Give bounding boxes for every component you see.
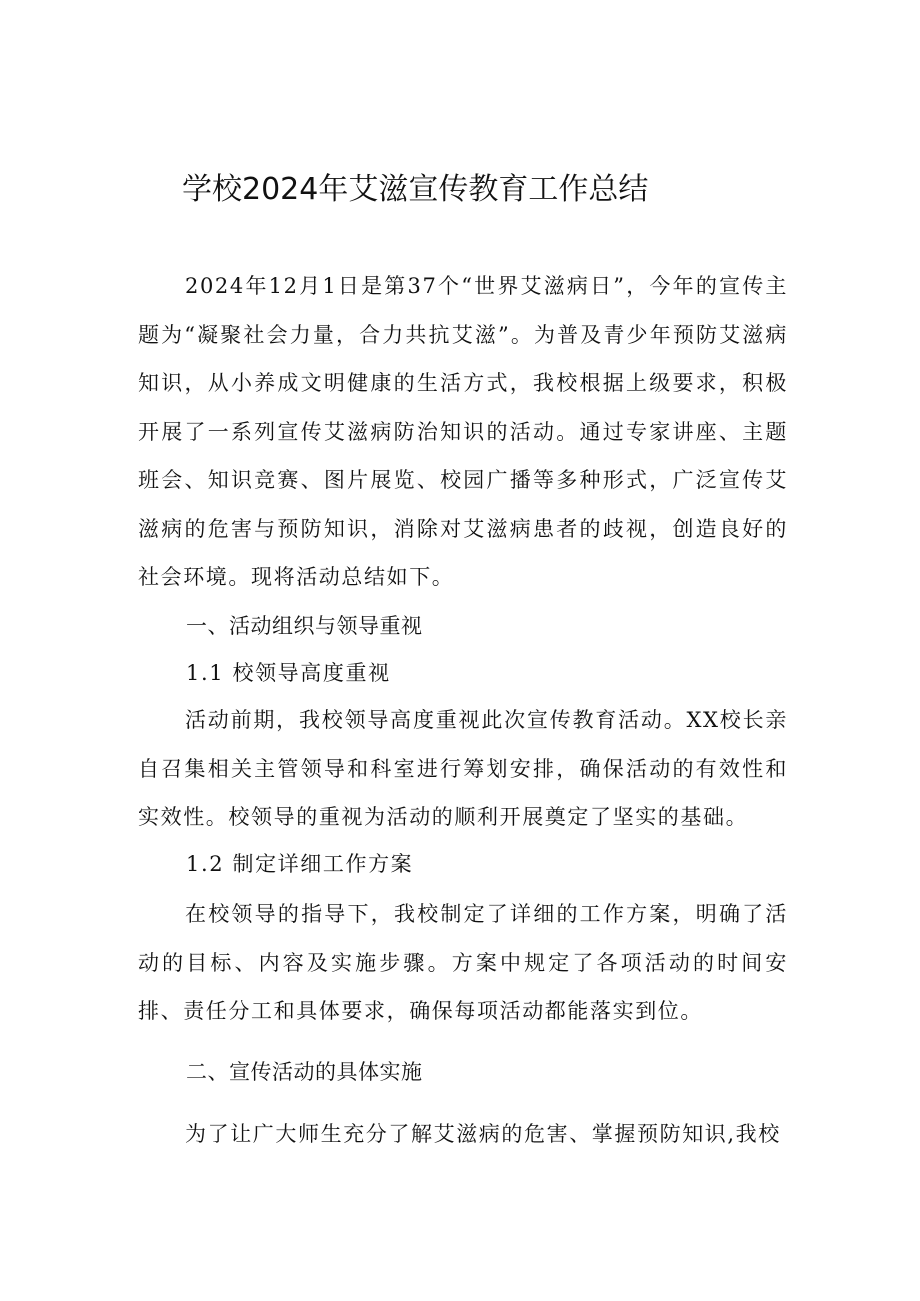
section-2-body: 为了让广大师生充分了解艾滋病的危害、掌握预防知识,我校 <box>185 1122 781 1146</box>
subsection-1-1-body: 活动前期，我校领导高度重视此次宣传教育活动。XX校长亲自召集相关主管领导和科室进行筹划安排，确保活动的有效性和实效性。校领导的重视为活动的顺利开展奠定了坚实的基础。 <box>138 708 788 829</box>
intro-paragraph: 2024年12月1日是第37个“世界艾滋病日”，今年的宣传主题为“凝聚社会力量，合力共抗艾滋”。为普及青少年预防艾滋病知识，从小养成文明健康的生活方式，我校根据上级要求，积极开展了一系列宣传艾滋病防治知识的活动。通过专家讲座、主题班会、知识竞赛、图片展览、校园广播等多种形式，广泛宣传艾滋病的危害与预防知识，消除对艾滋病患者的歧视，创造良好的社会环境。现将活动总结如下。 <box>138 274 788 589</box>
document-title: 学校2024年艾滋宣传教育工作总结 <box>182 172 649 207</box>
section-2-heading: 二、宣传活动的具体实施 <box>186 1060 423 1084</box>
subsection-1-1-heading: 1.1 校领导高度重视 <box>186 661 391 685</box>
section-1-heading: 一、活动组织与领导重视 <box>186 614 423 638</box>
subsection-1-2-heading: 1.2 制定详细工作方案 <box>186 852 414 876</box>
subsection-1-2-body: 在校领导的指导下，我校制定了详细的工作方案，明确了活动的目标、内容及实施步骤。方案中规定了各项活动的时间安排、责任分工和具体要求，确保每项活动都能落实到位。 <box>138 902 788 1023</box>
